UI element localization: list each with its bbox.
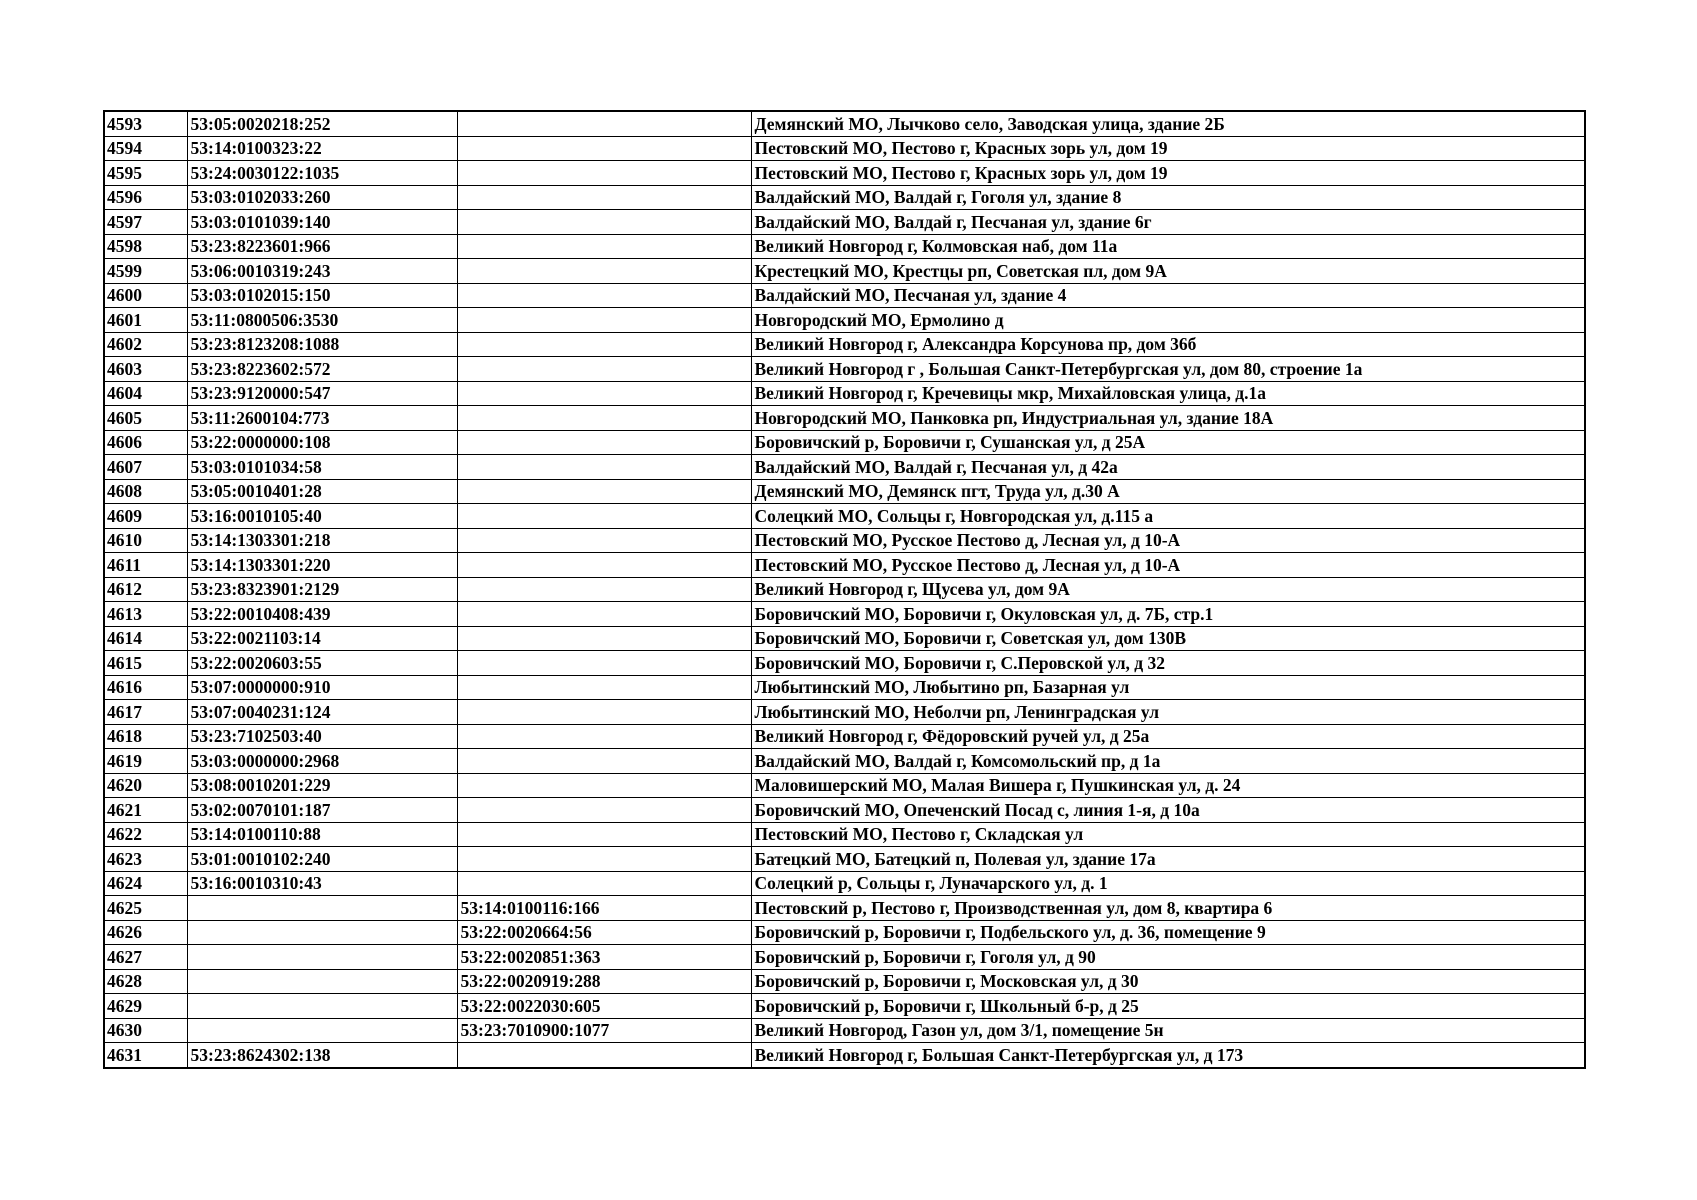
cadastral-number-cell: 53:14:1303301:218: [187, 528, 457, 553]
address-cell: Валдайский МО, Песчаная ул, здание 4: [751, 283, 1585, 308]
premises-cadastral-number-cell: 53:14:0100116:166: [457, 896, 751, 921]
cadastral-number-cell: 53:11:2600104:773: [187, 406, 457, 431]
premises-cadastral-number-cell: [457, 724, 751, 749]
row-number-cell: 4603: [104, 357, 187, 382]
address-cell: Великий Новгород г, Щусева ул, дом 9А: [751, 577, 1585, 602]
premises-cadastral-number-cell: [457, 602, 751, 627]
address-cell: Валдайский МО, Валдай г, Песчаная ул, д 42а: [751, 455, 1585, 480]
premises-cadastral-number-cell: [457, 259, 751, 284]
table-row: [104, 234, 1585, 259]
cadastral-number-cell: 53:05:0020218:252: [187, 111, 457, 136]
address-cell: Боровичский МО, Опеченский Посад с, линия 1-я, д 10а: [751, 798, 1585, 823]
row-number-cell: 4611: [104, 553, 187, 578]
premises-cadastral-number-cell: 53:22:0020851:363: [457, 945, 751, 970]
table-row: [104, 1043, 1585, 1068]
table-row: [104, 773, 1585, 798]
premises-cadastral-number-cell: [457, 283, 751, 308]
cadastral-number-cell: 53:03:0000000:2968: [187, 749, 457, 774]
premises-cadastral-number-cell: 53:22:0020664:56: [457, 920, 751, 945]
cadastral-number-cell: 53:23:8624302:138: [187, 1043, 457, 1068]
row-number-cell: 4630: [104, 1018, 187, 1043]
row-number-cell: 4629: [104, 994, 187, 1019]
premises-cadastral-number-cell: [457, 381, 751, 406]
premises-cadastral-number-cell: [457, 822, 751, 847]
cadastral-number-cell: 53:06:0010319:243: [187, 259, 457, 284]
address-cell: Валдайский МО, Валдай г, Песчаная ул, здание 6г: [751, 210, 1585, 235]
row-number-cell: 4600: [104, 283, 187, 308]
cadastral-number-cell: 53:08:0010201:229: [187, 773, 457, 798]
address-cell: Боровичский МО, Боровичи г, Советская ул, дом 130В: [751, 626, 1585, 651]
address-cell: Боровичский МО, Боровичи г, Окуловская ул, д. 7Б, стр.1: [751, 602, 1585, 627]
cadastral-number-cell: [187, 969, 457, 994]
address-cell: Валдайский МО, Валдай г, Гоголя ул, здание 8: [751, 185, 1585, 210]
row-number-cell: 4620: [104, 773, 187, 798]
premises-cadastral-number-cell: [457, 111, 751, 136]
address-cell: Пестовский МО, Русское Пестово д, Лесная ул, д 10-А: [751, 528, 1585, 553]
row-number-cell: 4608: [104, 479, 187, 504]
table-row: [104, 406, 1585, 431]
premises-cadastral-number-cell: [457, 1043, 751, 1068]
cadastral-number-cell: [187, 896, 457, 921]
address-cell: Боровичский р, Боровичи г, Сушанская ул, д 25А: [751, 430, 1585, 455]
premises-cadastral-number-cell: [457, 161, 751, 186]
address-cell: Боровичский МО, Боровичи г, С.Перовской ул, д 32: [751, 651, 1585, 676]
table-row: [104, 210, 1585, 235]
cadastral-number-cell: 53:03:0102015:150: [187, 283, 457, 308]
table-row: [104, 430, 1585, 455]
row-number-cell: 4594: [104, 136, 187, 161]
premises-cadastral-number-cell: [457, 406, 751, 431]
table-row: [104, 651, 1585, 676]
premises-cadastral-number-cell: [457, 700, 751, 725]
row-number-cell: 4623: [104, 847, 187, 872]
table-row: [104, 528, 1585, 553]
address-cell: Боровичский р, Боровичи г, Подбельского ул, д. 36, помещение 9: [751, 920, 1585, 945]
row-number-cell: 4612: [104, 577, 187, 602]
table-row: [104, 626, 1585, 651]
premises-cadastral-number-cell: [457, 773, 751, 798]
table-row: [104, 283, 1585, 308]
address-cell: Пестовский МО, Пестово г, Складская ул: [751, 822, 1585, 847]
row-number-cell: 4610: [104, 528, 187, 553]
cadastral-number-cell: 53:22:0021103:14: [187, 626, 457, 651]
row-number-cell: 4628: [104, 969, 187, 994]
cadastral-number-cell: 53:16:0010105:40: [187, 504, 457, 529]
premises-cadastral-number-cell: [457, 308, 751, 333]
table-row: [104, 455, 1585, 480]
cadastral-number-cell: [187, 994, 457, 1019]
address-cell: Солецкий р, Сольцы г, Луначарского ул, д. 1: [751, 871, 1585, 896]
premises-cadastral-number-cell: [457, 528, 751, 553]
address-cell: Пестовский МО, Русское Пестово д, Лесная ул, д 10-А: [751, 553, 1585, 578]
address-cell: Великий Новгород, Газон ул, дом 3/1, помещение 5н: [751, 1018, 1585, 1043]
table-row: [104, 577, 1585, 602]
address-cell: Любытинский МО, Неболчи рп, Ленинградская ул: [751, 700, 1585, 725]
row-number-cell: 4601: [104, 308, 187, 333]
premises-cadastral-number-cell: [457, 651, 751, 676]
address-cell: Пестовский р, Пестово г, Производственная ул, дом 8, квартира 6: [751, 896, 1585, 921]
address-cell: Новгородский МО, Панковка рп, Индустриальная ул, здание 18А: [751, 406, 1585, 431]
cadastral-number-cell: 53:07:0000000:910: [187, 675, 457, 700]
premises-cadastral-number-cell: [457, 504, 751, 529]
row-number-cell: 4598: [104, 234, 187, 259]
row-number-cell: 4606: [104, 430, 187, 455]
table-row: [104, 724, 1585, 749]
premises-cadastral-number-cell: [457, 479, 751, 504]
cadastral-number-cell: 53:22:0000000:108: [187, 430, 457, 455]
table-row: [104, 847, 1585, 872]
address-cell: Солецкий МО, Сольцы г, Новгородская ул, д.115 а: [751, 504, 1585, 529]
row-number-cell: 4607: [104, 455, 187, 480]
table-row: [104, 553, 1585, 578]
row-number-cell: 4626: [104, 920, 187, 945]
premises-cadastral-number-cell: [457, 871, 751, 896]
premises-cadastral-number-cell: [457, 185, 751, 210]
row-number-cell: 4617: [104, 700, 187, 725]
cadastral-number-cell: 53:02:0070101:187: [187, 798, 457, 823]
premises-cadastral-number-cell: [457, 234, 751, 259]
cadastral-number-cell: 53:22:0020603:55: [187, 651, 457, 676]
address-cell: Любытинский МО, Любытино рп, Базарная ул: [751, 675, 1585, 700]
premises-cadastral-number-cell: [457, 332, 751, 357]
address-cell: Маловишерский МО, Малая Вишера г, Пушкинская ул, д. 24: [751, 773, 1585, 798]
row-number-cell: 4596: [104, 185, 187, 210]
premises-cadastral-number-cell: [457, 749, 751, 774]
address-cell: Крестецкий МО, Крестцы рп, Советская пл, дом 9А: [751, 259, 1585, 284]
table-row: [104, 185, 1585, 210]
cadastral-number-cell: 53:23:8223602:572: [187, 357, 457, 382]
registry-table-body: [104, 111, 1585, 1068]
address-cell: Великий Новгород г, Большая Санкт-Петербургская ул, д 173: [751, 1043, 1585, 1068]
table-row: [104, 798, 1585, 823]
property-registry-table: [103, 110, 1586, 1069]
premises-cadastral-number-cell: 53:22:0020919:288: [457, 969, 751, 994]
cadastral-number-cell: 53:23:8123208:1088: [187, 332, 457, 357]
premises-cadastral-number-cell: [457, 553, 751, 578]
table-row: [104, 381, 1585, 406]
cadastral-number-cell: 53:23:9120000:547: [187, 381, 457, 406]
address-cell: Демянский МО, Лычково село, Заводская улица, здание 2Б: [751, 111, 1585, 136]
row-number-cell: 4622: [104, 822, 187, 847]
cadastral-number-cell: 53:23:8323901:2129: [187, 577, 457, 602]
cadastral-number-cell: 53:01:0010102:240: [187, 847, 457, 872]
premises-cadastral-number-cell: [457, 210, 751, 235]
row-number-cell: 4616: [104, 675, 187, 700]
row-number-cell: 4627: [104, 945, 187, 970]
premises-cadastral-number-cell: 53:23:7010900:1077: [457, 1018, 751, 1043]
cadastral-number-cell: 53:23:7102503:40: [187, 724, 457, 749]
row-number-cell: 4625: [104, 896, 187, 921]
table-row: [104, 136, 1585, 161]
cadastral-number-cell: 53:24:0030122:1035: [187, 161, 457, 186]
table-row: [104, 700, 1585, 725]
row-number-cell: 4597: [104, 210, 187, 235]
premises-cadastral-number-cell: [457, 675, 751, 700]
address-cell: Боровичский р, Боровичи г, Школьный б-р, д 25: [751, 994, 1585, 1019]
address-cell: Батецкий МО, Батецкий п, Полевая ул, здание 17а: [751, 847, 1585, 872]
table-row: [104, 161, 1585, 186]
address-cell: Валдайский МО, Валдай г, Комсомольский пр, д 1а: [751, 749, 1585, 774]
address-cell: Боровичский р, Боровичи г, Московская ул, д 30: [751, 969, 1585, 994]
premises-cadastral-number-cell: [457, 357, 751, 382]
address-cell: Пестовский МО, Пестово г, Красных зорь ул, дом 19: [751, 136, 1585, 161]
address-cell: Великий Новгород г, Александра Корсунова пр, дом 36б: [751, 332, 1585, 357]
cadastral-number-cell: 53:03:0102033:260: [187, 185, 457, 210]
table-row: [104, 945, 1585, 970]
cadastral-number-cell: 53:14:0100110:88: [187, 822, 457, 847]
cadastral-number-cell: 53:05:0010401:28: [187, 479, 457, 504]
cadastral-number-cell: 53:23:8223601:966: [187, 234, 457, 259]
cadastral-number-cell: [187, 945, 457, 970]
cadastral-number-cell: 53:07:0040231:124: [187, 700, 457, 725]
row-number-cell: 4615: [104, 651, 187, 676]
premises-cadastral-number-cell: [457, 455, 751, 480]
table-row: [104, 871, 1585, 896]
premises-cadastral-number-cell: 53:22:0022030:605: [457, 994, 751, 1019]
table-row: [104, 479, 1585, 504]
premises-cadastral-number-cell: [457, 626, 751, 651]
address-cell: Великий Новгород г, Фёдоровский ручей ул, д 25а: [751, 724, 1585, 749]
cadastral-number-cell: 53:03:0101039:140: [187, 210, 457, 235]
cadastral-number-cell: [187, 920, 457, 945]
premises-cadastral-number-cell: [457, 847, 751, 872]
cadastral-number-cell: 53:16:0010310:43: [187, 871, 457, 896]
row-number-cell: 4619: [104, 749, 187, 774]
row-number-cell: 4631: [104, 1043, 187, 1068]
row-number-cell: 4605: [104, 406, 187, 431]
table-row: [104, 1018, 1585, 1043]
address-cell: Великий Новгород г , Большая Санкт-Петербургская ул, дом 80, строение 1а: [751, 357, 1585, 382]
table-row: [104, 259, 1585, 284]
row-number-cell: 4613: [104, 602, 187, 627]
table-row: [104, 357, 1585, 382]
table-row: [104, 111, 1585, 136]
row-number-cell: 4624: [104, 871, 187, 896]
cadastral-number-cell: 53:03:0101034:58: [187, 455, 457, 480]
cadastral-number-cell: 53:14:1303301:220: [187, 553, 457, 578]
table-row: [104, 920, 1585, 945]
table-row: [104, 994, 1585, 1019]
premises-cadastral-number-cell: [457, 430, 751, 455]
table-row: [104, 504, 1585, 529]
row-number-cell: 4618: [104, 724, 187, 749]
address-cell: Пестовский МО, Пестово г, Красных зорь ул, дом 19: [751, 161, 1585, 186]
cadastral-number-cell: [187, 1018, 457, 1043]
row-number-cell: 4609: [104, 504, 187, 529]
cadastral-number-cell: 53:22:0010408:439: [187, 602, 457, 627]
row-number-cell: 4595: [104, 161, 187, 186]
table-row: [104, 969, 1585, 994]
address-cell: Демянский МО, Демянск пгт, Труда ул, д.30 А: [751, 479, 1585, 504]
row-number-cell: 4604: [104, 381, 187, 406]
table-row: [104, 749, 1585, 774]
row-number-cell: 4602: [104, 332, 187, 357]
cadastral-number-cell: 53:11:0800506:3530: [187, 308, 457, 333]
table-row: [104, 602, 1585, 627]
premises-cadastral-number-cell: [457, 136, 751, 161]
premises-cadastral-number-cell: [457, 798, 751, 823]
row-number-cell: 4593: [104, 111, 187, 136]
address-cell: Новгородский МО, Ермолино д: [751, 308, 1585, 333]
table-row: [104, 822, 1585, 847]
table-row: [104, 675, 1585, 700]
address-cell: Великий Новгород г, Колмовская наб, дом 11а: [751, 234, 1585, 259]
address-cell: Великий Новгород г, Кречевицы мкр, Михайловская улица, д.1а: [751, 381, 1585, 406]
row-number-cell: 4599: [104, 259, 187, 284]
table-row: [104, 896, 1585, 921]
row-number-cell: 4614: [104, 626, 187, 651]
address-cell: Боровичский р, Боровичи г, Гоголя ул, д 90: [751, 945, 1585, 970]
table-row: [104, 332, 1585, 357]
row-number-cell: 4621: [104, 798, 187, 823]
cadastral-number-cell: 53:14:0100323:22: [187, 136, 457, 161]
premises-cadastral-number-cell: [457, 577, 751, 602]
table-row: [104, 308, 1585, 333]
